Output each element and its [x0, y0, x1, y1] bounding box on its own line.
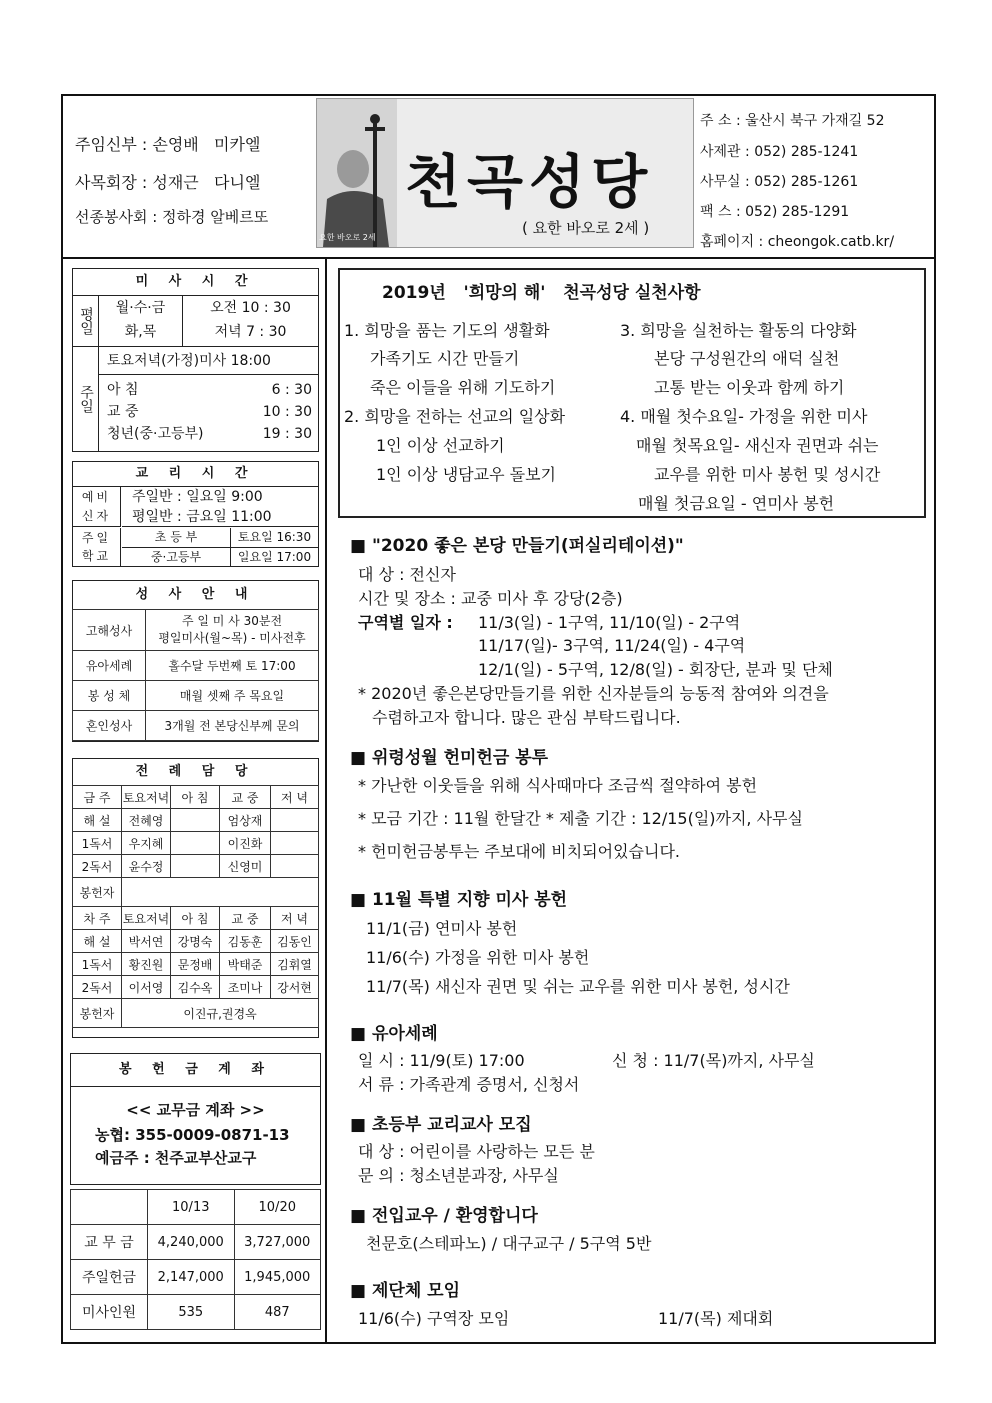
- school-middle-high: 중·고등부: [122, 548, 231, 566]
- practice-left-item: 가족기도 시간 만들기: [370, 349, 520, 368]
- notice-special-mass-line: 11/7(목) 새신자 권면 및 쉬는 교우를 위한 미사 봉헌, 성시간: [366, 977, 790, 996]
- notice-infant-baptism-date: 일 시 : 11/9(토) 17:00: [358, 1051, 525, 1070]
- notice-rice-offering-line: * 헌미헌금봉투는 주보대에 비치되어있습니다.: [358, 842, 681, 861]
- notice-facilitation-date: 11/3(일) - 1구역, 11/10(일) - 2구역: [478, 613, 741, 632]
- weekday-label: 평일: [73, 296, 99, 347]
- notice-facilitation-dates-label: 구역별 일자 :: [358, 613, 453, 632]
- notice-teacher-recruit-contact: 문 의 : 청소년분과장, 사무실: [358, 1166, 559, 1185]
- liturgy-header: 토요저녁: [122, 786, 171, 809]
- notice-teacher-recruit-title: ■ 초등부 교리교사 모집: [350, 1115, 532, 1135]
- header-divider: [61, 257, 936, 259]
- liturgy-cell: 윤수정: [122, 855, 171, 878]
- finance-value: 535: [148, 1295, 235, 1330]
- finance-corner: [71, 1190, 148, 1225]
- practice-right-item: 4. 매월 첫수요일- 가정을 위한 미사: [620, 407, 868, 426]
- mass-times-box: [72, 268, 319, 452]
- notice-rice-offering-title: ■ 위령성월 헌미헌금 봉투: [350, 748, 549, 768]
- notice-rice-offering-line: * 가난한 이웃들을 위해 식사때마다 조금씩 절약하여 봉헌: [358, 776, 758, 795]
- liturgy-offer-label: 봉헌자: [73, 878, 122, 907]
- finance-value: 3,727,000: [234, 1225, 321, 1260]
- donation-holder: 예금주 : 천주교부산교구: [95, 1149, 257, 1167]
- sunday-school-label: 주일 학교: [73, 528, 121, 566]
- practice-left-item: 1. 희망을 품는 기도의 생활화: [344, 321, 550, 340]
- liturgy-header: 교 중: [220, 907, 271, 930]
- liturgy-role: 2독서: [73, 976, 122, 999]
- saturday-mass: 토요저녁(가정)미사 18:00: [99, 347, 318, 375]
- liturgy-offer-label: 봉헌자: [73, 999, 122, 1028]
- liturgy-title: 전 례 담 당: [73, 759, 318, 786]
- sacrament-value: 주 일 미 사 30분전 평일미사(월~목) - 미사전후: [146, 610, 319, 651]
- sacrament-name: 봉 성 체: [73, 681, 146, 711]
- school-elementary-time: 토요일 16:30: [231, 528, 318, 548]
- liturgy-cell: 전혜영: [122, 809, 171, 832]
- notice-facilitation-date: 12/1(일) - 5구역, 12/8(일) - 회장단, 분과 및 단체: [478, 660, 833, 679]
- liturgy-header: 저 녁: [271, 786, 319, 809]
- liturgy-header: 토요저녁: [122, 907, 171, 930]
- catechumen-times: 주일반 : 일요일 9:00 평일반 : 금요일 11:00: [122, 487, 318, 527]
- sacrament-value: 매월 셋째 주 목요일: [146, 681, 319, 711]
- notice-infant-baptism-title: ■ 유아세례: [350, 1024, 438, 1044]
- liturgy-cell: 우지혜: [122, 832, 171, 855]
- notice-groups-line: 11/6(수) 구역장 모임: [358, 1309, 510, 1328]
- practice-title: 2019년 '희망의 해' 천곡성당 실천사항: [382, 283, 701, 303]
- notice-facilitation-note: * 2020년 좋은본당만들기를 위한 신자분들의 능동적 참여와 의견을: [358, 684, 829, 703]
- header-rectory: 사제관 : 052) 285-1241: [700, 144, 859, 160]
- sacrament-name: 유아세례: [73, 651, 146, 681]
- liturgy-cell: [171, 832, 220, 855]
- liturgy-header: 차 주: [73, 907, 122, 930]
- donation-box: [70, 1053, 321, 1185]
- liturgy-role: 해 설: [73, 930, 122, 953]
- weekday-days: 월·수·금 화,목: [99, 296, 183, 347]
- finance-date: 10/13: [148, 1190, 235, 1225]
- header-address: 주 소 : 울산시 북구 가재길 52: [700, 113, 885, 129]
- liturgy-cell: [171, 809, 220, 832]
- liturgy-offer: 이진규,권경옥: [122, 999, 319, 1028]
- catechism-title: 교 리 시 간: [73, 462, 318, 487]
- sacrament-value: 홀수달 두번째 토 17:00: [146, 651, 319, 681]
- header-pastor: 주임신부 : 손영배 미카엘: [75, 135, 261, 154]
- practice-left-item: 1인 이상 냉담교우 돌보기: [376, 465, 556, 484]
- liturgy-cell: 이서영: [122, 976, 171, 999]
- liturgy-header: 아 침: [171, 907, 220, 930]
- liturgy-cell: 김수옥: [171, 976, 220, 999]
- practice-right-item: 교우를 위한 미사 봉헌 및 성시간: [654, 465, 881, 484]
- liturgy-header: 금 주: [73, 786, 122, 809]
- patron-saint: ( 요한 바오로 2세 ): [522, 219, 650, 237]
- finance-row-label: 주일헌금: [71, 1260, 148, 1295]
- notice-rice-offering-line: * 모금 기간 : 11월 한달간 * 제출 기간 : 12/15(일)까지, 사무실: [358, 809, 803, 828]
- practice-left-item: 1인 이상 선교하기: [376, 436, 505, 455]
- notice-facilitation-place: 시간 및 장소 : 교중 미사 후 강당(2층): [358, 589, 623, 608]
- header-service-group: 선종봉사회 : 정하경 알베르또: [75, 208, 269, 226]
- liturgy-cell: 박서연: [122, 930, 171, 953]
- header-fax: 팩 스 : 052) 285-1291: [700, 204, 850, 220]
- liturgy-header: 아 침: [171, 786, 220, 809]
- finance-table: [70, 1189, 321, 1330]
- finance-date: 10/20: [234, 1190, 321, 1225]
- liturgy-offer: [122, 878, 319, 907]
- liturgy-cell: 엄상재: [220, 809, 271, 832]
- practice-box: [338, 268, 926, 518]
- church-name: 천곡성당: [405, 148, 654, 216]
- finance-value: 2,147,000: [148, 1260, 235, 1295]
- column-divider: [325, 257, 327, 1344]
- practice-right-item: 고통 받는 이웃과 함께 하기: [654, 378, 845, 397]
- notice-facilitation-target: 대 상 : 전신자: [358, 565, 456, 584]
- logo-caption: 요한 바오로 2세: [319, 233, 376, 242]
- liturgy-cell: 강명숙: [171, 930, 220, 953]
- notice-special-mass-title: ■ 11월 특별 지향 미사 봉헌: [350, 890, 568, 910]
- practice-right-item: 3. 희망을 실천하는 활동의 다양화: [620, 321, 857, 340]
- header-homepage: 홈페이지 : cheongok.catb.kr/: [700, 234, 895, 250]
- notice-facilitation-note2: 수렴하고자 합니다. 많은 관심 부탁드립니다.: [372, 708, 681, 727]
- liturgy-cell: 황진원: [122, 953, 171, 976]
- catechism-box: [72, 461, 319, 567]
- donation-title: 봉 헌 금 계 좌: [71, 1054, 320, 1087]
- finance-row-label: 미사인원: [71, 1295, 148, 1330]
- sacrament-value: 3개월 전 본당신부께 문의: [146, 711, 319, 741]
- notice-facilitation-date: 11/17(일)- 3구역, 11/24(일) - 4구역: [478, 636, 746, 655]
- liturgy-box: [72, 758, 319, 1038]
- liturgy-cell: 문정배: [171, 953, 220, 976]
- practice-right-item: 매월 첫목요일- 새신자 권면과 쉬는: [636, 436, 879, 455]
- liturgy-role: 해 설: [73, 809, 122, 832]
- school-elementary: 초 등 부: [122, 528, 231, 548]
- liturgy-cell: 신영미: [220, 855, 271, 878]
- sacrament-name: 혼인성사: [73, 711, 146, 741]
- liturgy-cell: [271, 855, 319, 878]
- donation-account: 농협: 355-0009-0871-13: [95, 1126, 290, 1144]
- liturgy-cell: [271, 832, 319, 855]
- mass-times-title: 미 사 시 간: [73, 269, 318, 296]
- header-council-president: 사목회장 : 성재근 다니엘: [75, 173, 261, 192]
- school-middle-high-time: 일요일 17:00: [237, 550, 312, 564]
- liturgy-role: 2독서: [73, 855, 122, 878]
- practice-right-item: 매월 첫금요일 - 연미사 봉헌: [638, 494, 835, 513]
- liturgy-cell: 박태준: [220, 953, 271, 976]
- liturgy-header: 교 중: [220, 786, 271, 809]
- catechumen-label: 예비 신자: [73, 487, 121, 527]
- notice-teacher-recruit-target: 대 상 : 어린이를 사랑하는 모든 분: [358, 1142, 595, 1161]
- finance-value: 487: [234, 1295, 321, 1330]
- donation-heading: << 교무금 계좌 >>: [126, 1101, 265, 1119]
- notice-welcome-line: 천문호(스테파노) / 대구교구 / 5구역 5반: [366, 1234, 652, 1253]
- liturgy-role: 1독서: [73, 953, 122, 976]
- liturgy-cell: 김동인: [271, 930, 319, 953]
- liturgy-cell: 이진화: [220, 832, 271, 855]
- notice-special-mass-line: 11/6(수) 가정을 위한 미사 봉헌: [366, 948, 590, 967]
- sacraments-box: [72, 580, 319, 742]
- notice-groups-title: ■ 제단체 모임: [350, 1281, 461, 1301]
- sacrament-name: 고해성사: [73, 610, 146, 651]
- liturgy-cell: 김동훈: [220, 930, 271, 953]
- liturgy-cell: 김휘열: [271, 953, 319, 976]
- liturgy-cell: 조미나: [220, 976, 271, 999]
- sunday-label: 주일: [73, 347, 99, 451]
- liturgy-cell: 강서현: [271, 976, 319, 999]
- sacraments-title: 성 사 안 내: [73, 581, 318, 610]
- church-logo: [316, 98, 694, 248]
- finance-value: 1,945,000: [234, 1260, 321, 1295]
- notice-groups-line: 11/7(목) 제대회: [658, 1309, 774, 1328]
- liturgy-role: 1독서: [73, 832, 122, 855]
- liturgy-cell: [171, 855, 220, 878]
- finance-row-label: 교 무 금: [71, 1225, 148, 1260]
- weekday-times: 오전 10 : 30 저녁 7 : 30: [183, 296, 318, 347]
- practice-left-item: 2. 희망을 전하는 선교의 일상화: [344, 407, 566, 426]
- sunday-masses: 아 침 6 : 30 교 중 10 : 30 청년(중·고등부) 19 : 30: [107, 382, 312, 442]
- notice-special-mass-line: 11/1(금) 연미사 봉헌: [366, 919, 518, 938]
- liturgy-header: 저 녁: [271, 907, 319, 930]
- header-office: 사무실 : 052) 285-1261: [700, 174, 859, 190]
- notice-facilitation-title: ■ "2020 좋은 본당 만들기(퍼실리테이션)": [350, 536, 684, 556]
- finance-value: 4,240,000: [148, 1225, 235, 1260]
- liturgy-cell: [271, 809, 319, 832]
- notice-infant-baptism-apply: 신 청 : 11/7(목)까지, 사무실: [612, 1051, 815, 1070]
- practice-right-item: 본당 구성원간의 애덕 실천: [654, 349, 840, 368]
- practice-left-item: 죽은 이들을 위해 기도하기: [370, 378, 556, 397]
- notice-infant-baptism-docs: 서 류 : 가족관계 증명서, 신청서: [358, 1075, 580, 1094]
- notice-welcome-title: ■ 전입교우 / 환영합니다: [350, 1206, 538, 1226]
